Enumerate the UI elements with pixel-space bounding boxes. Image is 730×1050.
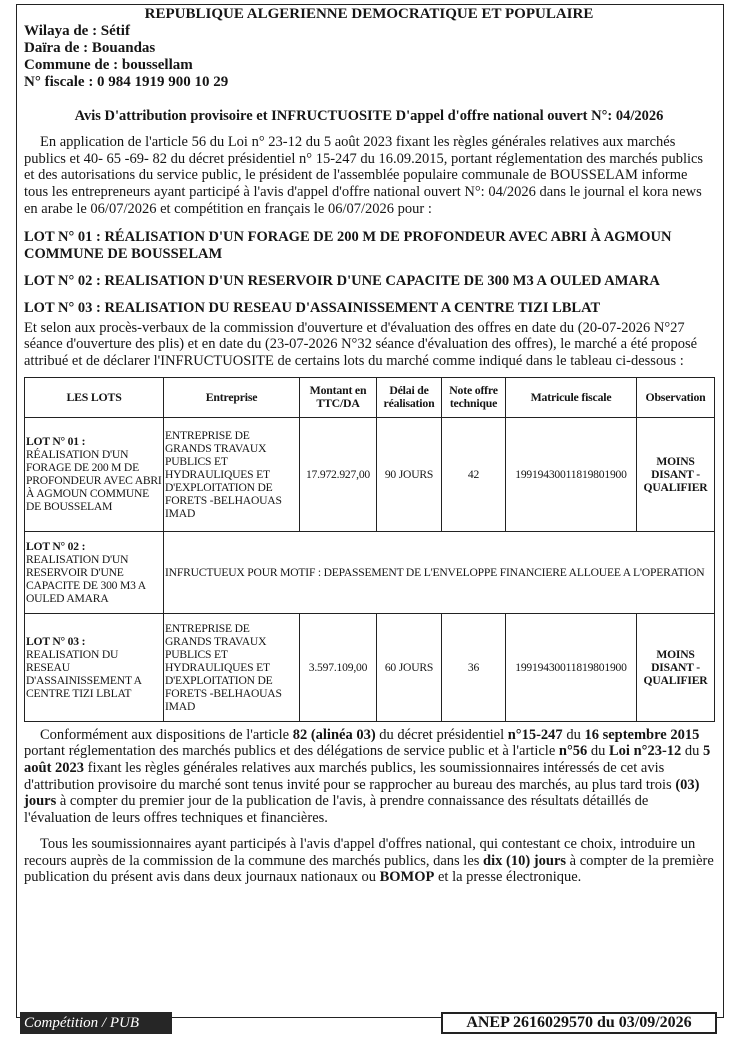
montant-cell: 17.972.927,00 <box>300 417 377 531</box>
entreprise-cell: ENTREPRISE DE GRANDS TRAVAUX PUBLICS ET HYDRAULIQUES ET D'EXPLOITATION DE FORETS -BELHAOUAS IMAD <box>164 613 300 721</box>
lot-cell <box>25 417 164 531</box>
conform-text-4: portant réglementation des marchés publics et des délégations de service public et à l'article <box>24 743 559 760</box>
conform-bold-5: Loi n°23-12 <box>609 743 682 760</box>
col-header-matricule: Matricule fiscale <box>506 377 637 417</box>
republic-header: REPUBLIQUE ALGERIENNE DEMOCRATIQUE ET POPULAIRE <box>144 6 594 22</box>
conform-text-5: du <box>587 743 610 760</box>
recours-paragraph <box>24 836 714 886</box>
conform-bold-1: 82 (alinéa 03) <box>292 726 376 743</box>
recours-text-2: à compter de la première publication du présent avis dans deux journaux nationaux ou <box>24 852 714 886</box>
conformity-paragraph <box>24 727 714 827</box>
lot-label: LOT N° 03 : <box>26 634 86 648</box>
matricule-cell: 199194300118198019​00 <box>506 417 637 531</box>
col-header-entreprise: Entreprise <box>164 377 300 417</box>
wilaya-line: Wilaya de : Sétif <box>24 23 130 39</box>
montant-cell: 3.597.109,00 <box>300 613 377 721</box>
note-cell: 36 <box>442 613 506 721</box>
entreprise-cell: ENTREPRISE DE GRANDS TRAVAUX PUBLICS ET HYDRAULIQUES ET D'EXPLOITATION DE FORETS -BELHAOUAS IMAD <box>164 417 300 531</box>
notice-title: Avis D'attribution provisoire et INFRUCTUOSITE D'appel d'offre national ouvert N°: 04/2026 <box>74 108 664 124</box>
table-row <box>25 417 715 531</box>
lot-cell <box>25 613 164 721</box>
anep-reference: ANEP 2616029570 du 03/09/2026 <box>441 1012 717 1034</box>
infructueux-cell: INFRUCTUEUX POUR MOTIF : DEPASSEMENT DE L'ENVELOPPE FINANCIERE ALLOUEE A L'OPERATION <box>164 531 715 613</box>
lot-label: LOT N° 01 : <box>26 435 86 449</box>
delai-cell: 90 JOURS <box>377 417 442 531</box>
col-header-lots: LES LOTS <box>25 377 164 417</box>
conform-text-1: Conformément aux dispositions de l'article <box>40 726 293 743</box>
col-header-observation: Observation <box>637 377 715 417</box>
lot-3-heading: LOT N° 03 : REALISATION DU RESEAU D'ASSAINISSEMENT A CENTRE TIZI LBLAT <box>24 299 601 316</box>
table-header-row <box>25 377 715 417</box>
col-header-montant: Montant en TTC/DA <box>300 377 377 417</box>
notice-body <box>24 6 714 886</box>
conform-bold-3: 16 septembre 2015 <box>584 726 700 743</box>
lot-description: REALISATION D'UN RESERVOIR D'UNE CAPACITE DE 300 M3 A OULED AMARA <box>26 552 146 605</box>
pv-paragraph: Et selon aux procès-verbaux de la commission d'ouverture et d'évaluation des offres en date du (20-07-2026 N°27 séance d'ouverture des plis) et en date du (23-07-2026 N°32 séance d'évaluation des offres), le marché a été proposé attribué et de déclarer l'INFRUCTUOSITE de certains lots du marché comme indiqué dans le tableau ci-dessous : <box>24 319 698 369</box>
conform-bold-2: n°15-247 <box>507 726 563 743</box>
conform-text-3: du <box>562 726 585 743</box>
lot-description: REALISATION DU RESEAU D'ASSAINISSEMENT A CENTRE TIZI LBLAT <box>26 647 142 700</box>
lot-label: LOT N° 02 : <box>26 539 86 553</box>
conform-text-8: à compter du premier jour de la publication de l'avis, à prendre connaissance des résultats détaillés de l'évaluation de leurs offres techniques et financières. <box>24 793 649 827</box>
recours-text-3: et la presse électronique. <box>434 869 582 886</box>
col-header-note: Note offre technique <box>442 377 506 417</box>
col-header-delai: Délai de réalisation <box>377 377 442 417</box>
lot-2-heading: LOT N° 02 : REALISATION D'UN RESERVOIR D'UNE CAPACITE DE 300 M3 A OULED AMARA <box>24 272 660 289</box>
daira-line: Daïra de : Bouandas <box>24 40 156 56</box>
recours-text-1: Tous les soumissionnaires ayant participés à l'avis d'appel d'offres national, qui contestant ce choix, introduire un recours auprès de la commission de la commune des marchés publics, dans les <box>24 835 696 869</box>
recours-bold-2: BOMOP <box>379 869 435 886</box>
intro-paragraph: En application de l'article 56 du Loi n° 23-12 du 5 août 2023 fixant les règles générales relatives aux marchés publics et 40- 65 -69- 82 du décret présidentiel n° 15-247 du 16.09.2015, portant réglementation des marchés publics et des autorisations du service public, le président de l'assemblée populaire communale de BOUSSELAM informe tous les entrepreneurs ayant participé à l'avis d'appel d'offre national ouvert N°: 04/2026 dans le journal el kora news en arabe le 06/07/2026 et compétition en français le 06/07/2026 pour : <box>24 134 704 217</box>
matricule-cell: 19919430011819801900 <box>506 613 637 721</box>
conform-text-6: du <box>681 743 704 760</box>
conform-text-7: fixant les règles générales relatives aux marchés publics, les soumissionnaires intéressés de cet avis d'attribution provisoire du marché sont tenus invité pour se rapprocher au bureau des marchés, au plus tard trois <box>24 760 676 793</box>
note-cell: 42 <box>442 417 506 531</box>
publication-badge: Compétition / PUB <box>20 1012 172 1034</box>
table-row <box>25 613 715 721</box>
conform-bold-4: n°56 <box>558 743 588 760</box>
lot-description: RÉALISATION D'UN FORAGE DE 200 M DE PROFONDEUR AVEC ABRI À AGMOUN COMMUNE DE BOUSSELAM <box>26 448 162 514</box>
recours-bold-1: dix (10) jours <box>483 852 567 869</box>
table-row <box>25 531 715 613</box>
nif-line: N° fiscale : 0 984 1919 900 10 29 <box>24 74 229 90</box>
observation-cell: MOINS DISANT - QUALIFIER <box>637 613 715 721</box>
conform-text-2: du décret présidentiel <box>375 726 508 743</box>
conform-bold-7: (03) jours <box>24 776 700 810</box>
lot-1-heading: LOT N° 01 : RÉALISATION D'UN FORAGE DE 200 M DE PROFONDEUR AVEC ABRI À AGMOUN COMMUNE DE BOUSSELAM <box>24 228 672 262</box>
lot-cell <box>25 531 164 613</box>
commune-line: Commune de : boussellam <box>24 57 193 73</box>
attribution-table <box>24 377 715 722</box>
delai-cell: 60 JOURS <box>377 613 442 721</box>
conform-bold-6: 5 août 2023 <box>24 743 711 777</box>
observation-cell: MOINS DISANT -QUALIFIER <box>637 417 715 531</box>
